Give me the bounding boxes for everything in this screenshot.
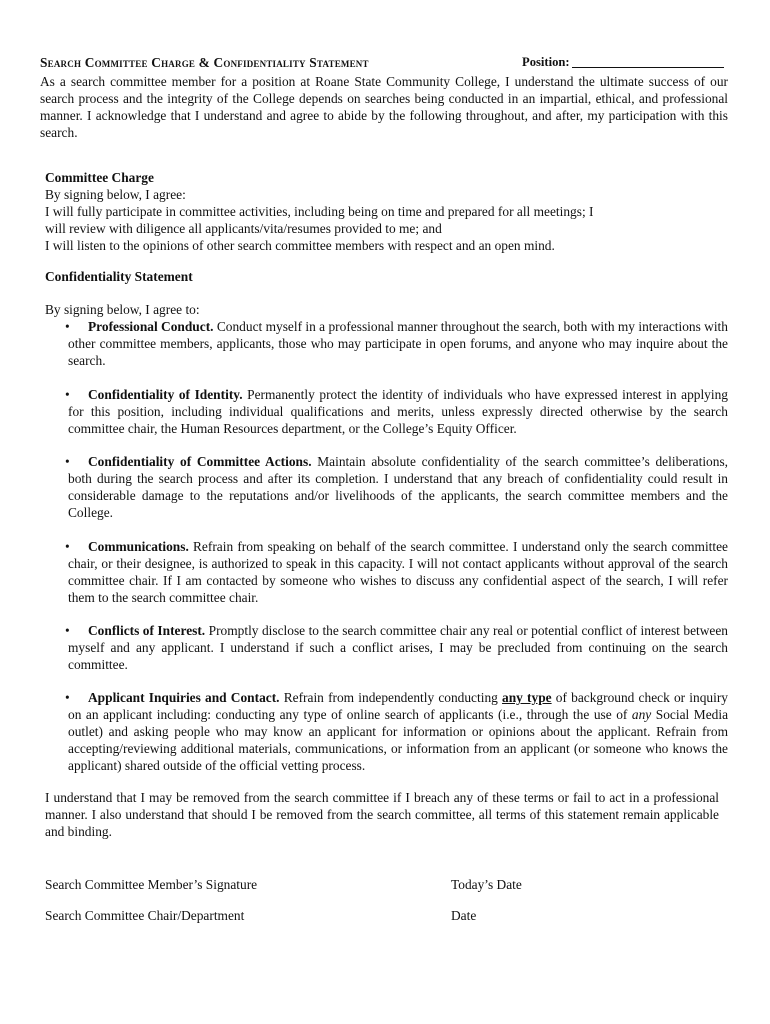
bullet-icon: • bbox=[65, 623, 70, 638]
confidentiality-heading: Confidentiality Statement bbox=[45, 269, 193, 284]
todays-date-label: Today’s Date bbox=[451, 877, 522, 892]
chair-department-label: Search Committee Chair/Department bbox=[45, 908, 245, 923]
committee-charge-heading: Committee Charge bbox=[45, 170, 154, 185]
bullet-icon: • bbox=[65, 539, 70, 554]
bullet-title: Applicant Inquiries and Contact. bbox=[88, 690, 280, 705]
bullet-emphasis: any type bbox=[502, 690, 552, 705]
committee-charge-section bbox=[45, 169, 725, 254]
bullet-communications bbox=[65, 538, 728, 606]
document-header bbox=[40, 54, 730, 72]
chair-date-label: Date bbox=[451, 908, 477, 923]
confidentiality-lead-wrap bbox=[45, 301, 725, 318]
bullet-committee-actions bbox=[65, 453, 729, 521]
committee-charge-item: will review with diligence all applicants/vita/resumes provided to me; and bbox=[45, 221, 442, 236]
bullet-icon: • bbox=[65, 454, 70, 469]
position-field bbox=[522, 54, 724, 71]
bullet-confidentiality-identity bbox=[65, 386, 728, 437]
bullet-title: Communications. bbox=[88, 539, 189, 554]
position-blank-line[interactable] bbox=[572, 54, 724, 68]
bullet-icon: • bbox=[65, 387, 70, 402]
position-label: Position: bbox=[522, 55, 570, 69]
bullet-text: Permanently protect the identity of individuals who have expressed interest in applying for this position, including individual qualifications and merits, unless expressly directed otherwise by the search committee chair, the Human Resources department, or the College’s Equity Officer. bbox=[68, 387, 728, 436]
confidentiality-lead: By signing below, I agree to: bbox=[45, 302, 200, 317]
confidentiality-heading-wrap bbox=[45, 268, 725, 285]
bullet-applicant-inquiries bbox=[65, 689, 729, 774]
committee-charge-lead: By signing below, I agree: bbox=[45, 187, 186, 202]
bullet-italic: any bbox=[631, 707, 652, 722]
bullet-professional-conduct bbox=[65, 318, 728, 369]
bullet-text: Conduct myself in a professional manner throughout the search, both with my interactions with other committee members, applicants, those who may participate in open forums, and anyone who may inquire about the search. bbox=[68, 319, 728, 368]
bullet-title: Confidentiality of Identity. bbox=[88, 387, 243, 402]
bullet-text: Social Media outlet) and asking people who may know an applicant for information or opinions about the applicant. Refrain from accepting/reviewing additional materials, communications, or information from an applicant (or someone who knows the applicant) shared outside of the official vetting process. bbox=[68, 707, 729, 773]
bullet-title: Confidentiality of Committee Actions. bbox=[88, 454, 312, 469]
bullet-title: Professional Conduct. bbox=[88, 319, 214, 334]
document-title: Search Committee Charge & Confidentiality Statement bbox=[40, 55, 369, 70]
bullet-text: Refrain from speaking on behalf of the search committee. I understand only the search committee chair, or their designee, is authorized to speak in this capacity. I will not contact applicants without approval of the search committee chair. If I am contacted by someone who wishes to discuss any confidential aspect of the search, I will refer them to the search committee chair. bbox=[68, 539, 728, 605]
bullet-text: Refrain from independently conducting bbox=[279, 690, 503, 705]
bullet-text: Promptly disclose to the search committee chair any real or potential conflict of interest between myself and any applicant. I understand if such a conflict arises, I may be precluded from continuing on the search committee. bbox=[68, 623, 728, 672]
bullet-icon: • bbox=[65, 690, 70, 705]
committee-charge-item: I will fully participate in committee activities, including being on time and prepared for all meetings; I bbox=[45, 204, 594, 219]
bullet-text: Maintain absolute confidentiality of the search committee’s deliberations, both during the search process and after its completion. I understand that any breach of confidentiality could result in considerable damage to the reputations and/or livelihoods of the applicants, the search committee members and the College. bbox=[68, 454, 729, 520]
closing-paragraph: I understand that I may be removed from the search committee if I breach any of these terms or fail to act in a professional manner. I also understand that should I be removed from the search committee, all terms of this statement remain applicable and binding. bbox=[45, 790, 719, 839]
bullet-text: of background check or inquiry on an applicant including: conducting any type of online search of applicants (i.e., through the use of bbox=[68, 690, 728, 722]
committee-charge-item: I will listen to the opinions of other search committee members with respect and an open mind. bbox=[45, 238, 555, 253]
member-signature-label: Search Committee Member’s Signature bbox=[45, 877, 258, 892]
bullet-title: Conflicts of Interest. bbox=[88, 623, 206, 638]
bullet-conflicts-of-interest bbox=[65, 622, 728, 673]
bullet-icon: • bbox=[65, 319, 70, 334]
intro-paragraph: As a search committee member for a position at Roane State Community College, I understand the ultimate success of our search process and the integrity of the College depends on searches being conducted in an impartial, ethical, and professional manner. I acknowledge that I understand and agree to abide by the following throughout, and after, my participation with this search. bbox=[40, 74, 728, 140]
